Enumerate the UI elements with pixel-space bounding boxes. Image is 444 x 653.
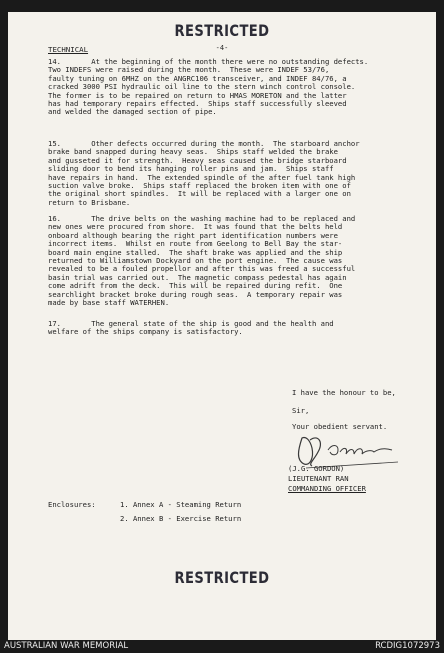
closing-line: I have the honour to be, <box>292 388 396 397</box>
paragraph-17: 17. The general state of the ship is good and the health and welfare of the ships company is satisfactory. <box>48 319 334 337</box>
paragraph-14: 14. At the beginning of the month there were no outstanding defects. Two INDEFS were raised during the month. These were INDEF 53/76, faulty tuning on 6MHZ on the ANGRC106 transceiver, and INDEF 84/76, a cracked 3000 PSI hydraulic oil line to the stern winch control console. The former is to be repaired on return to HMAS MORETON and the latter has had temporary repairs effected. Ships staff successfully sleeved and welded the damaged section of pipe. <box>48 57 369 117</box>
section-heading: TECHNICAL <box>48 45 89 54</box>
enclosure-item: 2. Annex B - Exercise Return <box>120 514 242 523</box>
signature-title: COMMANDING OFFICER <box>288 484 366 493</box>
paragraph-15: 15. Other defects occurred during the month. The starboard anchor brake band snapped during heavy seas. Ships staff welded the brake and gusseted it for strength. Heavy seas caused the bridge starboard sliding door to bend its hanging roller pins and jam. Ships staff have repairs in hand. The extended spindle of the after fuel tank high suction valve broke. Ships staff replaced the broken item with one of the original short spindles. It will be replaced with a larger one on return to Brisbane. <box>48 139 360 207</box>
enclosure-item: 1. Annex A - Steaming Return <box>120 500 242 509</box>
signature-name: (J.G. GORDON) <box>288 464 345 473</box>
restricted-stamp-bottom: RESTRICTED <box>174 568 270 587</box>
paragraph-16: 16. The drive belts on the washing machine had to be replaced and new ones were procured from shore. It was found that the belts held onboard although bearing the right part identification numbers were incorrect items. Whilst en route from Geelong to Bell Bay the star- board main engine stalled. The shaft brake was applied and the ship returned to Williamstown Dockyard on the port engine. The cause was revealed to be a fouled propellor and after this was freed a successful basin trial was carried out. The magnetic compass pedestal has again come adrift from the deck. This will be repaired during refit. One searchlight bracket broke during rough seas. A temporary repair was made by base staff WATERHEN. <box>48 214 356 308</box>
page-number: -4- <box>215 44 229 52</box>
enclosures-label: Enclosures: <box>48 500 96 509</box>
salutation-sir: Sir, <box>292 406 310 415</box>
footer-record-id: RCDIG1072973 <box>375 641 440 651</box>
document-page <box>8 12 436 640</box>
closing-obedient-servant: Your obedient servant. <box>292 422 388 431</box>
restricted-stamp-top: RESTRICTED <box>174 21 270 40</box>
signature-rank: LIEUTENANT RAN <box>288 474 349 483</box>
footer-source: AUSTRALIAN WAR MEMORIAL <box>4 641 129 651</box>
archive-footer <box>0 640 444 653</box>
